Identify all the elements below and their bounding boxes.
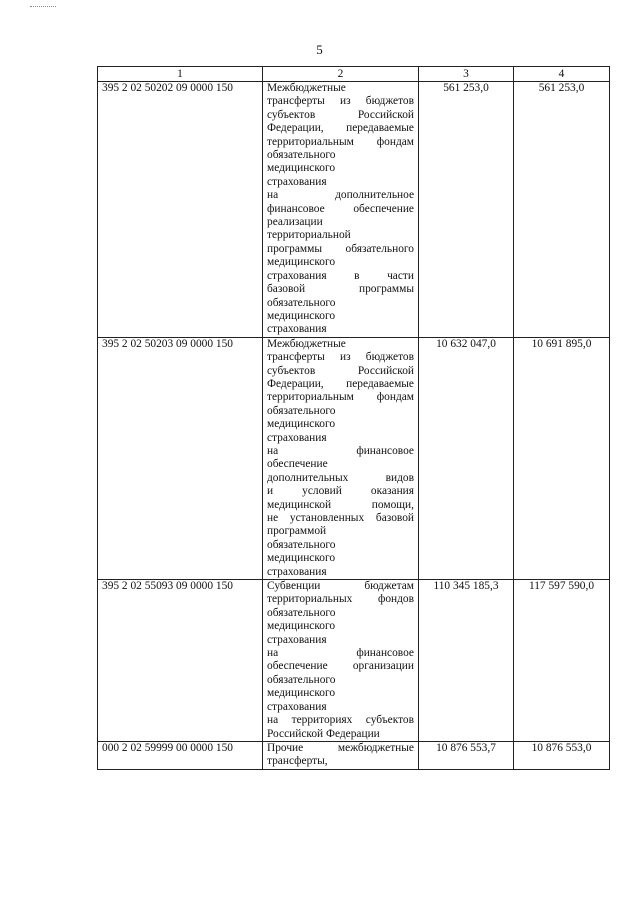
- column-header-2: 2: [263, 67, 419, 82]
- description-line: страхования: [267, 431, 327, 444]
- table-row: [98, 82, 610, 338]
- description-line: базовой программы: [267, 283, 414, 296]
- description-line: трансферты из бюджетов: [267, 95, 414, 108]
- column-header-4: 4: [514, 67, 610, 82]
- description-line: на территориях субъектов: [267, 714, 414, 727]
- description-line: обязательного: [267, 673, 336, 686]
- description-line: страхования: [267, 633, 327, 646]
- amount-cell-col3: 10 632 047,0: [419, 337, 514, 579]
- description-line: реализации: [267, 216, 323, 229]
- amount-cell-col3: 561 253,0: [419, 82, 514, 338]
- description-line: страхования в части: [267, 269, 414, 282]
- budget-code-cell: 395 2 02 50202 09 0000 150: [98, 82, 263, 338]
- description-line: трансферты,: [267, 755, 328, 768]
- description-line: медицинского: [267, 687, 336, 700]
- description-line: медицинского: [267, 162, 336, 175]
- description-line: на финансовое: [267, 647, 414, 660]
- column-header-1: 1: [98, 67, 263, 82]
- description-line: не установленных базовой: [267, 512, 414, 524]
- description-line: Федерации, передаваемые: [267, 122, 414, 135]
- corner-mark: [30, 6, 56, 7]
- description-line: медицинского: [267, 620, 336, 633]
- description-line: медицинского: [267, 552, 336, 565]
- description-line: на дополнительное: [267, 189, 414, 202]
- description-line: медицинского: [267, 256, 336, 269]
- amount-cell-col3: 110 345 185,3: [419, 580, 514, 742]
- description-line: территориальным фондам: [267, 135, 414, 148]
- description-line: программы обязательного: [267, 242, 414, 255]
- amount-cell-col4: 10 691 895,0: [514, 337, 610, 579]
- budget-code-cell: 000 2 02 59999 00 0000 150: [98, 741, 263, 769]
- description-line: Российской Федерации: [267, 727, 380, 740]
- description-line: Субвенции бюджетам: [267, 580, 414, 593]
- description-line: обеспечение: [267, 458, 328, 471]
- description-line: Федерации, передаваемые: [267, 377, 414, 390]
- table-row: [98, 580, 610, 742]
- description-line: Межбюджетные: [267, 337, 346, 350]
- table-row: [98, 337, 610, 579]
- description-line: обеспечение организации: [267, 660, 414, 673]
- description-line: трансферты из бюджетов: [267, 351, 414, 364]
- description-line: обязательного: [267, 296, 336, 309]
- description-line: территориальной: [267, 229, 351, 242]
- description-line: территориальным фондам: [267, 391, 414, 404]
- budget-code-cell: 395 2 02 50203 09 0000 150: [98, 337, 263, 579]
- description-line: страхования: [267, 700, 327, 713]
- table-row: [98, 741, 610, 769]
- budget-table: [97, 66, 610, 770]
- description-line: обязательного: [267, 538, 336, 551]
- table-header-row: [98, 67, 610, 82]
- description-line: субъектов Российской: [267, 364, 414, 377]
- description-line: обязательного: [267, 404, 336, 417]
- description-line: финансовое обеспечение: [267, 202, 414, 215]
- amount-cell-col4: 561 253,0: [514, 82, 610, 338]
- description-cell: [263, 82, 419, 338]
- description-line: территориальных фондов: [267, 593, 414, 606]
- description-line: медицинского: [267, 418, 336, 431]
- description-line: обязательного: [267, 149, 336, 162]
- page-number: 5: [316, 42, 323, 57]
- amount-cell-col4: 117 597 590,0: [514, 580, 610, 742]
- description-cell: [263, 741, 419, 769]
- description-line: страхования: [267, 175, 327, 188]
- description-line: на финансовое: [267, 444, 414, 457]
- description-line: медицинской помощи,: [267, 498, 414, 511]
- amount-cell-col3: 10 876 553,7: [419, 741, 514, 769]
- description-line: Межбюджетные: [267, 82, 346, 94]
- description-cell: [263, 337, 419, 579]
- description-line: обязательного: [267, 606, 336, 619]
- description-line: страхования: [267, 323, 327, 336]
- description-cell: [263, 580, 419, 742]
- description-line: Прочие межбюджетные: [267, 741, 414, 754]
- budget-code-cell: 395 2 02 55093 09 0000 150: [98, 580, 263, 742]
- column-header-3: 3: [419, 67, 514, 82]
- description-line: программой: [267, 525, 327, 538]
- description-line: и условий оказания: [267, 485, 414, 498]
- amount-cell-col4: 10 876 553,0: [514, 741, 610, 769]
- description-line: субъектов Российской: [267, 108, 414, 121]
- description-line: страхования: [267, 565, 327, 578]
- description-line: медицинского: [267, 309, 336, 322]
- description-line: дополнительных видов: [267, 471, 414, 484]
